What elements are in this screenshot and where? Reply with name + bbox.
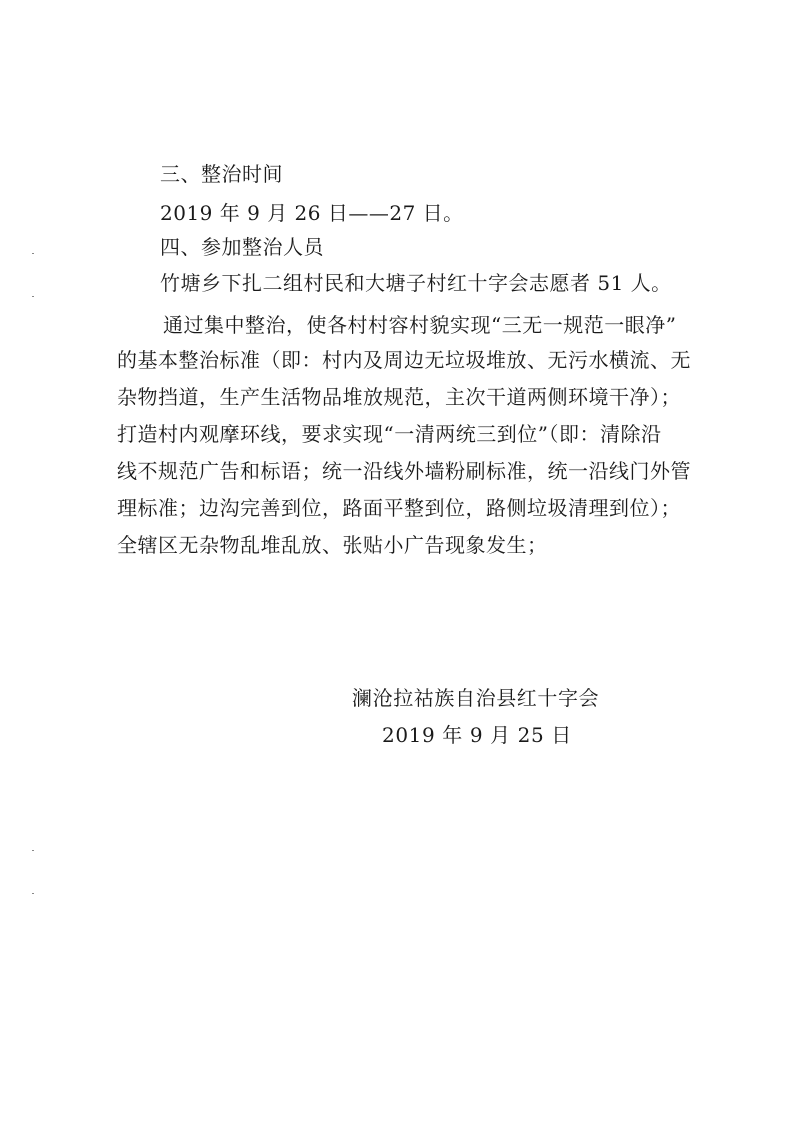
body-line: 全辖区无杂物乱堆乱放、张贴小广告现象发生；	[117, 533, 548, 557]
section-4-heading: 四、参加整治人员	[160, 235, 324, 259]
scan-artifact	[32, 893, 34, 894]
body-line: 理标准；边沟完善到位，路面平整到位，路侧垃圾清理到位）；	[117, 496, 681, 520]
body-line: 通过集中整治，使各村村容村貌实现“三无一规范一眼净”	[163, 313, 677, 337]
body-line: 打造村内观摩环线，要求实现“一清两统三到位”（即：清除沿	[117, 422, 662, 446]
scan-artifact	[32, 253, 34, 254]
body-line: 杂物挡道，生产生活物品堆放规范，主次干道两侧环境干净）；	[117, 385, 681, 409]
section-3-date: 2019 年 9 月 26 日——27 日。	[160, 201, 464, 225]
section-3-heading: 三、整治时间	[160, 162, 283, 186]
section-4-people: 竹塘乡下扎二组村民和大塘子村红十字会志愿者 51 人。	[160, 271, 672, 295]
signature-date: 2019 年 9 月 25 日	[382, 723, 572, 747]
scan-artifact	[32, 296, 34, 297]
body-line: 线不规范广告和标语；统一沿线外墙粉刷标准，统一沿线门外管	[117, 459, 691, 483]
signature-organization: 澜沧拉祜族自治县红十字会	[352, 686, 600, 710]
scan-artifact	[32, 850, 34, 851]
body-line: 的基本整治标准（即：村内及周边无垃圾堆放、无污水横流、无	[117, 348, 691, 372]
